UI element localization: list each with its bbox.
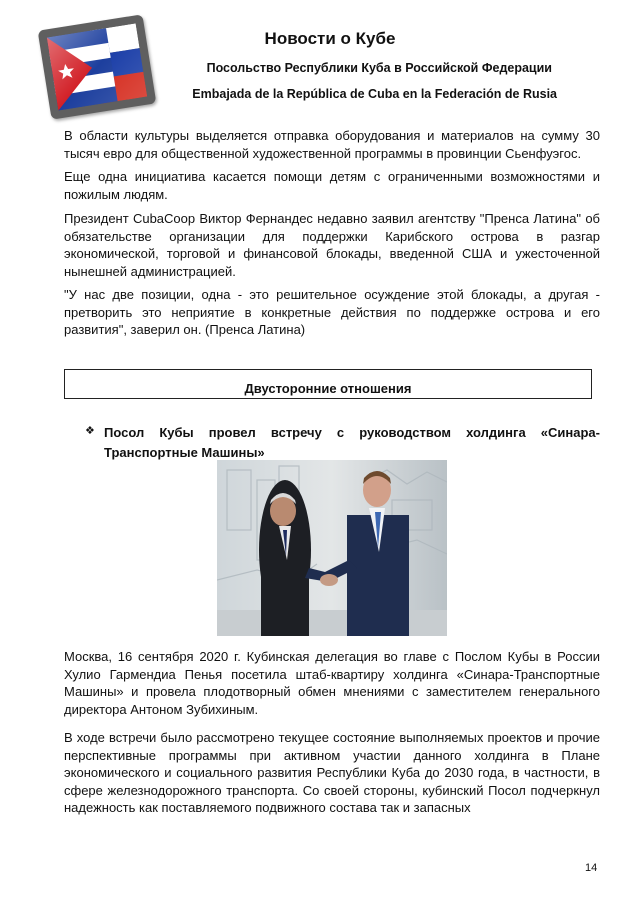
section-header-box: [64, 369, 592, 399]
header-subtitle-ru: Посольство Республики Куба в Российской Федерации: [206, 61, 552, 75]
article-paragraph-1: Москва, 16 сентября 2020 г. Кубинская делегация во главе с Послом Кубы в России Хулио Гармендиа Пенья посетила штаб-квартиру холдинга «Синара-Транспортные Машины» и провела плодотворный обмен мнениями с заместителем генерального директора Антоном Зубихиным.: [64, 649, 600, 717]
paragraph-quote: "У нас две позиции, одна - это решительное осуждение этой блокады, а другая - претворить это неприятие в конкретные действия по поддержке острова и его развития", заверил он. (Пренса Латина): [64, 287, 600, 337]
paragraph-initiative: Еще одна инициатива касается помощи детям с ограниченными возможностями и пожилым людям.: [64, 169, 600, 202]
header-subtitle-es: Embajada de la República de Cuba en la Federación de Rusia: [192, 87, 557, 101]
paragraph-president: Президент CubaCoop Виктор Фернандес недавно заявил агентству "Пренса Латина" об обязательстве организации для поддержки Карибского острова в разгар экономической, торговой и финансовой блокады, введенной США и ужесточенной нынешней администрацией.: [64, 211, 600, 279]
article-paragraph-2: В ходе встречи было рассмотрено текущее состояние выполняемых проектов и прочие перспективные программы при активном участии данного холдинга в Плане экономического и социального развития Республики Куба до 2030 года, в частности, в сфере железнодорожного транспорта. Со своей стороны, кубинский Посол подчеркнул надежность как поставляемого подвижного состава так и запасных: [64, 730, 600, 815]
page-title: Новости о Кубе: [264, 29, 396, 48]
section-title: Двусторонние отношения: [244, 381, 412, 396]
diamond-bullet-icon: ❖: [85, 425, 95, 437]
meeting-photo: [217, 460, 447, 636]
paragraph-culture: В области культуры выделяется отправка оборудования и материалов на сумму 30 тысяч евро для общественной художественной программы в провинции Сьенфуэгос.: [64, 128, 600, 161]
handshake-photo-icon: [217, 460, 447, 636]
page-number: 14: [585, 862, 598, 874]
article-headline: Посол Кубы провел встречу с руководством холдинга «Синара-Транспортные Машины»: [104, 425, 600, 460]
